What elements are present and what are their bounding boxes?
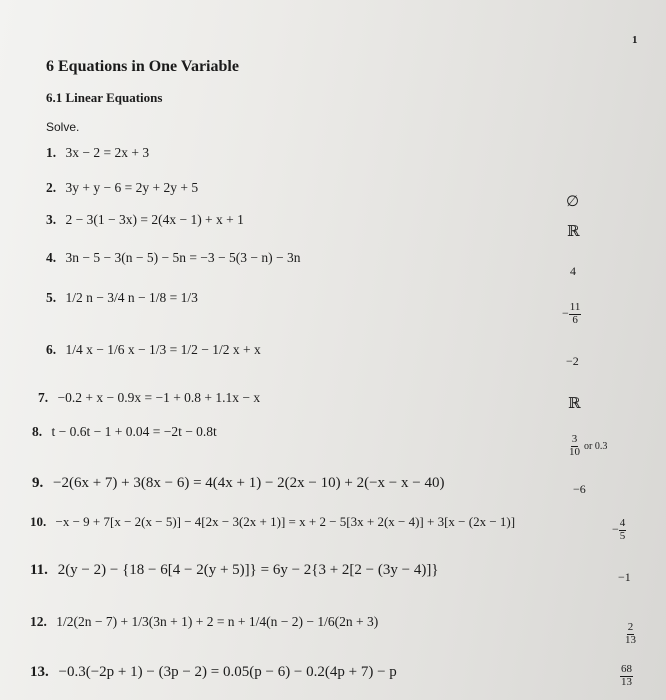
problem-number: 13. [30, 664, 49, 680]
denominator: 13 [621, 675, 632, 688]
problem-number: 2. [46, 180, 57, 195]
answer-12 [624, 622, 637, 646]
answer-2: ∅ [566, 194, 580, 210]
numerator: 2 [627, 621, 634, 633]
answer-fraction [620, 664, 633, 688]
problem-10 [30, 514, 515, 530]
problem-11 [30, 562, 439, 579]
problem-number: 3. [46, 212, 57, 227]
answer-7: ℝ [568, 396, 581, 412]
numerator: 11 [569, 301, 581, 313]
answer-5 [562, 302, 581, 326]
problem-equation: −x − 9 + 7[x − 2(x − 5)] − 4[2x − 3(2x + 1)] = x + 2 − 5[3x + 2(x − 4)] + 3[x − (2x − 1)] [55, 514, 516, 529]
problem-number: 10. [30, 514, 47, 529]
problem-equation: 3n − 5 − 3(n − 5) − 5n = −3 − 5(3 − n) − 3n [65, 250, 301, 265]
problem-number: 6. [46, 342, 57, 357]
problem-equation: 3x − 2 = 2x + 3 [65, 145, 150, 160]
answer-fraction [568, 434, 581, 458]
denominator: 13 [625, 633, 636, 646]
problem-equation: −0.3(−2p + 1) − (3p − 2) = 0.05(p − 6) − 0.2(4p + 7) − p [58, 664, 397, 680]
numerator: 3 [571, 433, 578, 445]
problem-8 [32, 424, 217, 440]
problem-number: 4. [46, 250, 57, 265]
problem-number: 7. [38, 390, 49, 405]
problem-equation: 2(y − 2) − {18 − 6[4 − 2(y + 5)]} = 6y − 2{3 + 2[2 − (3y − 4)]} [57, 562, 439, 578]
problem-number: 1. [46, 145, 57, 160]
problem-equation: −0.2 + x − 0.9x = −1 + 0.8 + 1.1x − x [57, 390, 261, 405]
numerator: 4 [619, 517, 626, 529]
instruction-text: Solve. [46, 120, 80, 134]
answer-9: −6 [573, 482, 586, 496]
section-title: 6.1 Linear Equations [46, 90, 163, 105]
problem-3 [46, 212, 244, 228]
problem-equation: −2(6x + 7) + 3(8x − 6) = 4(4x + 1) − 2(2x − 10) + 2(−x − x − 40) [53, 475, 445, 491]
answer-alternate: or 0.3 [584, 440, 608, 452]
answer-6: −2 [566, 354, 579, 368]
answer-8 [568, 434, 607, 458]
page-number: 1 [632, 34, 638, 46]
problem-4 [46, 250, 301, 266]
denominator: 10 [569, 445, 580, 458]
denominator: 6 [572, 313, 578, 326]
problem-equation: 1/4 x − 1/6 x − 1/3 = 1/2 − 1/2 x + x [65, 342, 261, 357]
answer-fraction [619, 518, 627, 542]
problem-number: 12. [30, 614, 47, 629]
problem-equation: t − 0.6t − 1 + 0.04 = −2t − 0.8t [51, 424, 217, 439]
problem-12 [30, 614, 378, 630]
problem-2 [46, 180, 198, 196]
answer-sign: − [612, 521, 619, 536]
problem-5 [46, 290, 198, 306]
problem-equation: 1/2 n − 3/4 n − 1/8 = 1/3 [65, 290, 198, 305]
denominator: 5 [619, 529, 626, 542]
answer-3: ℝ [567, 224, 580, 240]
answer-fraction [569, 302, 582, 326]
problem-number: 11. [30, 562, 48, 578]
problem-equation: 2 − 3(1 − 3x) = 2(4x − 1) + x + 1 [65, 212, 244, 227]
problem-number: 5. [46, 290, 57, 305]
chapter-title: 6 Equations in One Variable [46, 58, 239, 75]
problem-6 [46, 342, 261, 358]
answer-11: −1 [618, 570, 631, 584]
answer-13 [620, 664, 633, 688]
problem-7 [38, 390, 260, 406]
numerator: 68 [621, 663, 632, 675]
problem-number: 8. [32, 424, 43, 439]
problem-1 [46, 145, 149, 161]
problem-9 [32, 475, 444, 492]
problem-equation: 3y + y − 6 = 2y + 2y + 5 [65, 180, 199, 195]
answer-sign: − [562, 305, 569, 320]
answer-fraction [624, 622, 637, 646]
problem-13 [30, 664, 397, 681]
problem-number: 9. [32, 475, 44, 491]
answer-10 [612, 518, 626, 542]
problem-equation: 1/2(2n − 7) + 1/3(3n + 1) + 2 = n + 1/4(n − 2) − 1/6(2n + 3) [56, 614, 379, 629]
answer-4: 4 [570, 264, 576, 278]
